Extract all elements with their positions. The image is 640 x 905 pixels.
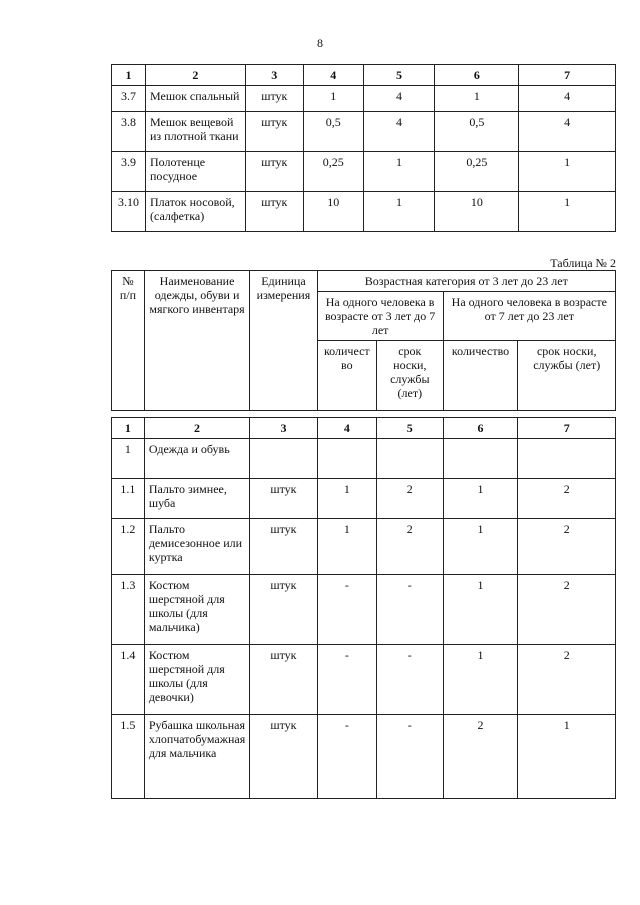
cell-unit: штук — [245, 112, 303, 152]
cell-value: 4 — [363, 86, 435, 112]
cell-value: 0,5 — [303, 112, 363, 152]
col-number: 7 — [518, 418, 616, 439]
cell-value: 1 — [317, 479, 376, 519]
table-row — [112, 519, 616, 575]
cell-value: - — [317, 715, 376, 799]
cell-value: - — [377, 715, 444, 799]
cell-unit: штук — [245, 192, 303, 232]
cell-value: - — [377, 575, 444, 645]
col-number: 2 — [145, 65, 245, 86]
cell-number: 3.7 — [112, 86, 146, 112]
cell-item-name: Костюм шерстяной для школы (для девочки) — [144, 645, 249, 715]
cell-item-name: Рубашка школьная хлопчатобумажная для мальчика — [144, 715, 249, 799]
cell-value: 1 — [443, 479, 518, 519]
cell-value: 0,25 — [303, 152, 363, 192]
cell-value: 2 — [518, 519, 616, 575]
separator-cell — [112, 411, 616, 418]
cell-unit: штук — [245, 86, 303, 112]
header-unit: Единица измерения — [250, 271, 317, 411]
table-caption: Таблица № 2 — [550, 256, 616, 270]
cell-value: 1 — [519, 192, 616, 232]
table-separator — [112, 411, 616, 418]
cell-unit — [250, 439, 317, 479]
cell-number: 1.1 — [112, 479, 145, 519]
cell-value: 1 — [443, 645, 518, 715]
cell-item-name: Пальто зимнее, шуба — [144, 479, 249, 519]
cell-value — [518, 439, 616, 479]
cell-number: 1.4 — [112, 645, 145, 715]
table-header-row — [112, 271, 616, 292]
cell-number: 3.10 — [112, 192, 146, 232]
table-row — [112, 479, 616, 519]
cell-unit: штук — [250, 479, 317, 519]
header-item-name: Наименование одежды, обуви и мягкого инвентаря — [144, 271, 249, 411]
cell-unit: штук — [250, 519, 317, 575]
cell-value: 1 — [518, 715, 616, 799]
cell-number: 1.5 — [112, 715, 145, 799]
cell-value: - — [317, 575, 376, 645]
cell-item-name: Полотенце посудное — [145, 152, 245, 192]
cell-value: 0,5 — [435, 112, 519, 152]
cell-value — [443, 439, 518, 479]
col-number: 6 — [443, 418, 518, 439]
cell-value: 10 — [303, 192, 363, 232]
table-row — [112, 86, 616, 112]
table-row — [112, 112, 616, 152]
col-number: 4 — [317, 418, 376, 439]
cell-unit: штук — [250, 715, 317, 799]
cell-value: 2 — [443, 715, 518, 799]
col-number: 3 — [250, 418, 317, 439]
table-row — [112, 715, 616, 799]
cell-number: 1.3 — [112, 575, 145, 645]
cell-value: 10 — [435, 192, 519, 232]
col-number: 1 — [112, 418, 145, 439]
page-number: 8 — [317, 36, 323, 50]
col-number: 1 — [112, 65, 146, 86]
cell-value — [377, 439, 444, 479]
header-term: срок носки, службы (лет) — [377, 341, 444, 411]
header-quantity: количество — [443, 341, 518, 411]
col-number: 5 — [363, 65, 435, 86]
cell-value: 2 — [518, 575, 616, 645]
cell-value: 1 — [317, 519, 376, 575]
table-column-numbers — [112, 65, 616, 86]
cell-value: 1 — [363, 152, 435, 192]
cell-value: 1 — [363, 192, 435, 232]
table-row — [112, 439, 616, 479]
cell-value: - — [317, 645, 376, 715]
cell-unit: штук — [245, 152, 303, 192]
cell-item-name: Одежда и обувь — [144, 439, 249, 479]
cell-number: 1.2 — [112, 519, 145, 575]
cell-value: 4 — [519, 112, 616, 152]
cell-value: 2 — [518, 645, 616, 715]
cell-item-name: Костюм шерстяной для школы (для мальчика) — [144, 575, 249, 645]
header-quantity: количест во — [317, 341, 376, 411]
table-row — [112, 575, 616, 645]
col-number: 3 — [245, 65, 303, 86]
cell-item-name: Пальто демисезонное или куртка — [144, 519, 249, 575]
cell-value: 1 — [443, 519, 518, 575]
header-age-category: Возрастная категория от 3 лет до 23 лет — [317, 271, 615, 292]
cell-number: 3.8 — [112, 112, 146, 152]
cell-value: 1 — [443, 575, 518, 645]
cell-value — [317, 439, 376, 479]
header-group-3-7: На одного человека в возрасте от 3 лет до 7 лет — [317, 292, 443, 341]
cell-value: 4 — [519, 86, 616, 112]
header-term: срок носки, службы (лет) — [518, 341, 616, 411]
header-number: № п/п — [112, 271, 145, 411]
cell-value: 4 — [363, 112, 435, 152]
table-row — [112, 192, 616, 232]
table-continuation — [111, 64, 616, 232]
cell-unit: штук — [250, 645, 317, 715]
col-number: 5 — [377, 418, 444, 439]
col-number: 6 — [435, 65, 519, 86]
clothing-norms-table — [111, 270, 616, 799]
table-row — [112, 152, 616, 192]
cell-value: 1 — [435, 86, 519, 112]
table-column-numbers — [112, 418, 616, 439]
cell-number: 1 — [112, 439, 145, 479]
col-number: 4 — [303, 65, 363, 86]
cell-number: 3.9 — [112, 152, 146, 192]
cell-value: 1 — [519, 152, 616, 192]
cell-item-name: Платок носовой, (салфетка) — [145, 192, 245, 232]
header-group-7-23: На одного человека в возрасте от 7 лет до 23 лет — [443, 292, 615, 341]
cell-value: 2 — [377, 479, 444, 519]
col-number: 7 — [519, 65, 616, 86]
cell-unit: штук — [250, 575, 317, 645]
cell-value: 1 — [303, 86, 363, 112]
cell-value: 2 — [518, 479, 616, 519]
cell-item-name: Мешок спальный — [145, 86, 245, 112]
cell-item-name: Мешок вещевой из плотной ткани — [145, 112, 245, 152]
table-row — [112, 645, 616, 715]
cell-value: 2 — [377, 519, 444, 575]
cell-value: - — [377, 645, 444, 715]
cell-value: 0,25 — [435, 152, 519, 192]
col-number: 2 — [144, 418, 249, 439]
